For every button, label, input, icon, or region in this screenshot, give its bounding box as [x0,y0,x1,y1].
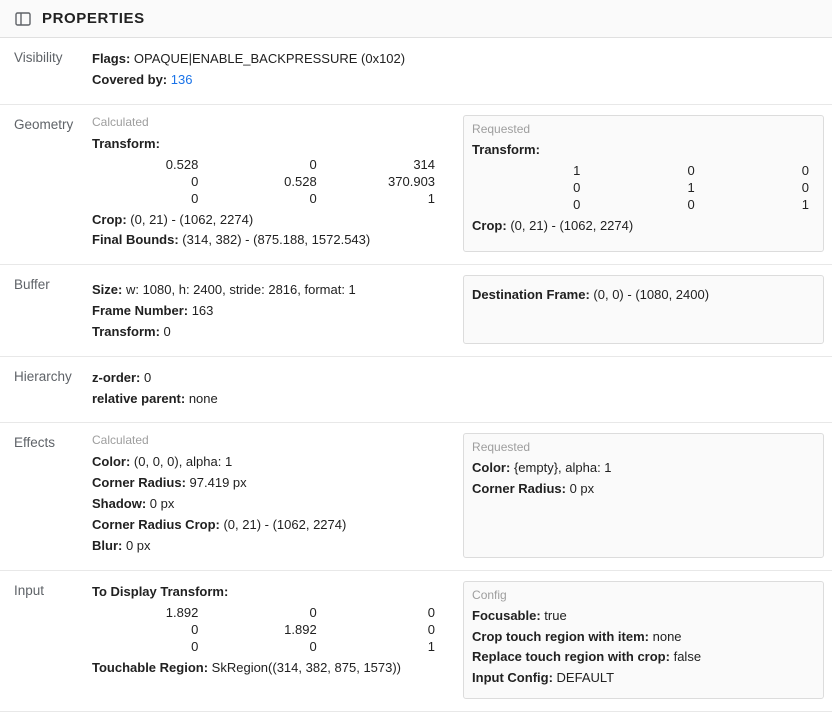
effects-color-value: (0, 0, 0), alpha: 1 [133,454,233,470]
row-label-buffer: Buffer [14,277,50,293]
matrix-cell: 1.892 [284,621,317,637]
input-focusable-key: Focusable: [472,607,541,623]
effects-shadow-value: 0 px [149,496,175,512]
geometry-calc-transform-key: Transform: [92,135,160,151]
input-touch-key: Touchable Region: [92,659,209,675]
matrix-cell: 0 [309,604,317,620]
matrix-cell: 0 [687,162,695,178]
effects-shadow-key: Shadow: [92,496,147,512]
buffer-size [92,281,447,300]
row-label-input: Input [14,582,45,598]
visibility-flags-key: Flags: [92,51,131,66]
visibility-covered-link[interactable]: 136 [170,71,193,87]
effects-color [92,453,447,472]
effects-corner-radius [92,474,447,493]
matrix-cell: 0 [573,179,581,195]
input-focusable-value: true [544,607,567,623]
page-title: PROPERTIES [42,10,145,27]
effects-req-corner [472,480,815,499]
input-config-key: Input Config: [472,670,553,686]
buffer-size-value: w: 1080, h: 2400, stride: 2816, format: 1 [125,282,356,298]
row-buffer [0,265,832,357]
input-matrix [92,604,447,655]
row-label-hierarchy: Hierarchy [14,368,72,384]
effects-requested-title: Requested [472,440,531,455]
effects-color-key: Color: [92,454,131,470]
geometry-requested-title: Requested [472,121,531,136]
buffer-dest-frame [472,284,815,305]
input-touch-value: SkRegion((314, 382, 875, 1573)) [211,659,402,675]
row-input [0,571,832,712]
panel-header [0,0,832,38]
input-replace-touch-region [472,648,815,667]
buffer-destination-panel [463,275,824,344]
geometry-bounds-value: (314, 382) - (875.188, 1572.543) [182,232,371,248]
input-replace-touch-key: Replace touch region with crop: [472,649,670,665]
matrix-cell: 0 [191,190,199,206]
buffer-frame-value: 163 [191,303,214,319]
input-touchable-region [92,659,447,678]
visibility-covered-key: Covered by: [92,71,168,87]
effects-req-color-value: {empty}, alpha: 1 [513,460,612,476]
geometry-req-matrix [472,162,815,213]
effects-calculated-title: Calculated [92,433,149,448]
matrix-cell: 0 [191,173,199,189]
visibility-flags [92,50,447,69]
matrix-cell: 1 [427,638,436,654]
geometry-bounds-key: Final Bounds: [92,232,179,248]
hierarchy-zorder [92,369,447,388]
row-geometry [0,105,832,266]
matrix-cell: 0 [687,196,695,212]
hierarchy-parent-key: relative parent: [92,390,186,406]
input-focusable [472,607,815,626]
effects-req-corner-value: 0 px [569,481,595,497]
geometry-calc-crop-value: (0, 21) - (1062, 2274) [130,211,254,227]
matrix-cell: 1 [427,190,436,206]
row-hierarchy [0,357,832,424]
geometry-req-crop [472,217,815,236]
input-replace-touch-value: false [673,649,702,665]
matrix-cell: 0 [427,621,436,637]
matrix-cell: 0 [191,638,199,654]
visibility-flags-value: OPAQUE|ENABLE_BACKPRESSURE (0x102) [133,51,406,66]
input-transform-key: To Display Transform: [92,583,229,599]
buffer-transform-value: 0 [163,323,171,339]
geometry-requested-panel [463,115,824,253]
geometry-req-transform-key: Transform: [472,141,540,157]
matrix-cell: 0 [309,190,317,206]
matrix-cell: 0 [309,156,317,172]
effects-blur-value: 0 px [125,537,151,553]
matrix-cell: 0 [801,179,809,195]
hierarchy-zorder-key: z-order: [92,369,141,385]
matrix-cell: 0 [309,638,317,654]
effects-req-corner-key: Corner Radius: [472,481,566,497]
matrix-cell: 1.892 [165,604,199,620]
effects-cropradius-value: (0, 21) - (1062, 2274) [223,516,347,532]
buffer-frame-number [92,302,447,321]
input-config-panel [463,581,824,699]
matrix-cell: 0 [573,196,581,212]
effects-cropradius-key: Corner Radius Crop: [92,516,220,532]
buffer-size-key: Size: [92,282,123,298]
row-label-geometry: Geometry [14,116,74,132]
hierarchy-relative-parent [92,390,447,409]
input-config-value: DEFAULT [556,670,615,686]
matrix-cell: 0 [801,162,809,178]
input-crop-touch-value: none [652,628,682,644]
effects-corner-radius-crop [92,516,447,535]
geometry-final-bounds [92,231,447,250]
effects-blur [92,537,447,556]
matrix-cell: 1 [801,196,809,212]
matrix-cell: 0.528 [165,156,199,172]
matrix-cell: 1 [687,179,695,195]
hierarchy-zorder-value: 0 [144,369,152,385]
input-config-title: Config [472,587,507,602]
buffer-dest-value: (0, 0) - (1080, 2400) [593,287,710,303]
geometry-calc-matrix [92,156,447,207]
effects-corner-key: Corner Radius: [92,475,186,491]
matrix-cell: 1 [573,162,581,178]
geometry-calc-crop [92,211,447,230]
buffer-dest-key: Destination Frame: [472,287,590,303]
input-crop-touch-key: Crop touch region with item: [472,628,649,644]
input-crop-touch-region [472,628,815,647]
effects-requested-panel [463,433,824,557]
matrix-cell: 314 [413,156,436,172]
buffer-transform-key: Transform: [92,323,160,339]
matrix-cell: 0.528 [284,173,317,189]
buffer-frame-key: Frame Number: [92,303,189,319]
effects-req-color-key: Color: [472,460,511,476]
effects-blur-key: Blur: [92,537,123,553]
geometry-req-crop-key: Crop: [472,217,507,233]
properties-panel-icon [14,10,32,28]
buffer-transform [92,323,447,342]
matrix-cell: 370.903 [388,173,436,189]
visibility-covered-by [92,71,447,90]
matrix-cell: 0 [427,604,436,620]
row-label-visibility: Visibility [14,50,63,65]
row-label-effects: Effects [14,435,56,451]
row-effects [0,423,832,570]
geometry-calculated-title: Calculated [92,114,149,129]
geometry-calc-crop-key: Crop: [92,211,127,227]
hierarchy-parent-value: none [188,390,218,406]
effects-shadow [92,495,447,514]
row-visibility [0,38,832,105]
effects-corner-value: 97.419 px [189,475,247,491]
effects-req-color [472,459,815,478]
matrix-cell: 0 [191,621,199,637]
geometry-req-crop-value: (0, 21) - (1062, 2274) [510,217,634,233]
input-config-value-row [472,669,815,688]
